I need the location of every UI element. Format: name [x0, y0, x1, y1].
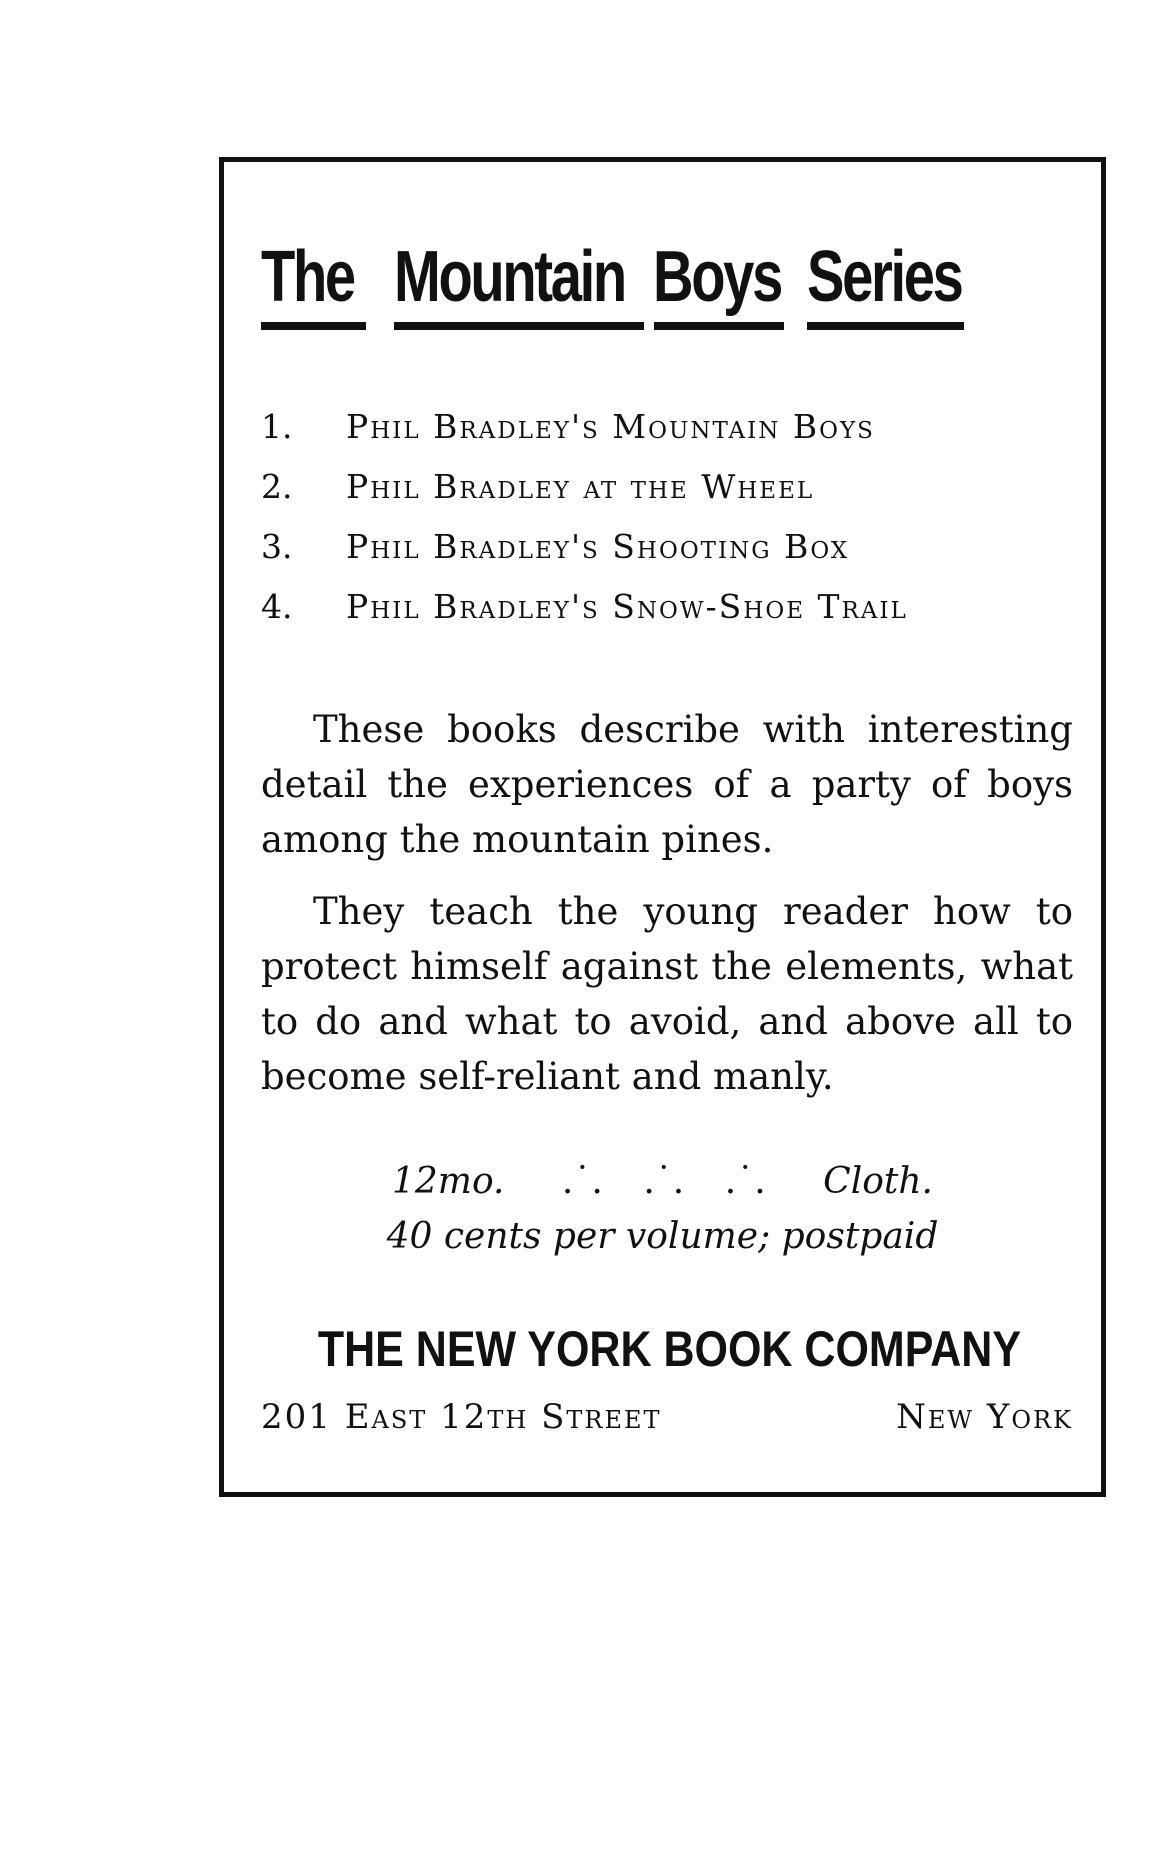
address-street: 201 East 12th Street: [261, 1397, 662, 1437]
book-number: 1.: [261, 407, 293, 446]
title-underline-the: [261, 322, 366, 330]
title-underline-boys: [654, 322, 784, 330]
book-number: 4.: [261, 587, 293, 626]
format-binding: Cloth.: [823, 1161, 933, 1202]
book-title: Phil Bradley's Shooting Box: [346, 527, 850, 566]
price-line: 40 cents per volume; postpaid: [386, 1216, 939, 1257]
book-list: [261, 397, 1073, 637]
separator-mark: .˙.: [643, 1161, 685, 1202]
title-underline-series: [807, 322, 964, 330]
format-line: [224, 1157, 1101, 1207]
list-item: [261, 397, 1073, 457]
separator-mark: .˙.: [724, 1161, 766, 1202]
address-city: New York: [896, 1397, 1073, 1437]
format-size: 12mo.: [392, 1161, 505, 1202]
description-paragraph-1: These books describe with interesting detail the experiences of a party of boys among the mountain pines.: [261, 708, 1073, 861]
title-word-series: Series: [807, 237, 962, 317]
book-number: 3.: [261, 527, 293, 566]
book-title: Phil Bradley at the Wheel: [346, 467, 815, 506]
separator-mark: .˙.: [561, 1161, 603, 1202]
advertisement-box: [219, 157, 1106, 1497]
book-number: 2.: [261, 467, 293, 506]
list-item: [261, 457, 1073, 517]
title-word-boys: Boys: [653, 237, 781, 317]
title-underline-mountain: [394, 322, 644, 330]
book-title: Phil Bradley's Snow-Shoe Trail: [346, 587, 908, 626]
list-item: [261, 517, 1073, 577]
title-word-the: The: [261, 237, 354, 317]
series-title: [261, 232, 1073, 322]
description-paragraph-2: They teach the young reader how to protect himself against the elements, what to do and what to avoid, and above all to become self-reliant and manly.: [261, 890, 1073, 1098]
list-item: [261, 577, 1073, 637]
book-title: Phil Bradley's Mountain Boys: [346, 407, 875, 446]
title-word-mountain: Mountain: [394, 237, 625, 317]
publisher-name: THE NEW YORK BOOK COMPANY: [317, 1321, 1022, 1377]
